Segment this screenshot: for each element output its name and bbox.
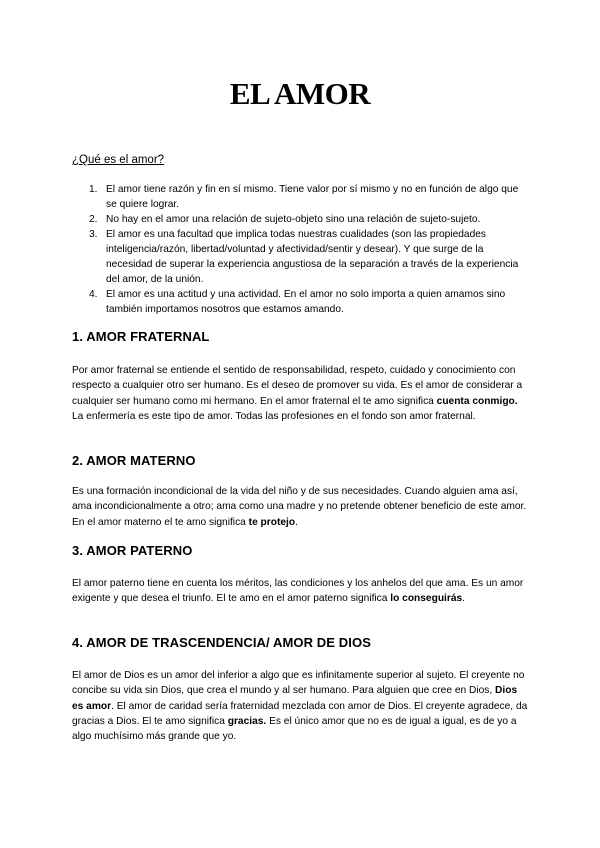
paragraph-text: Por amor fraternal se entiende el sentido de responsabilidad, respeto, cuidado y conocimiento con respecto a cualquier otro ser humano. Es el deseo de promover su vida. Es el amor de considerar a cualquier ser humano como mi hermano. En el amor fraternal el te amo significa — [72, 365, 523, 407]
list-item-text: El amor es una facultad que implica todas nuestras cualidades (son las propiedades inteligencia/razón, libertad/voluntad y afectividad/sentir y desear). Y que surge de la necesidad de superar la experiencia angustiosa de la separación a través de la experiencia del amor, de la unión. — [106, 229, 519, 285]
section-heading-trascendencia: 4. AMOR DE TRASCENDENCIA/ AMOR DE DIOS — [72, 635, 371, 650]
list-item-number: 3. — [89, 229, 98, 240]
list-item-text: El amor es una actitud y una actividad. En el amor no solo importa a quien amamos sino también importamos nosotros que estamos amando. — [106, 289, 506, 315]
paragraph-text: Es el único amor que no es de igual a igual, es de yo a algo muchísimo más grande que yo. — [72, 715, 517, 743]
section-paragraph-fraternal — [72, 363, 528, 424]
paragraph-text: Es una formación incondicional de la vida del niño y de sus necesidades. Cuando alguien ama así, ama incondicionalmente a otro; ama como una madre y no pretende obtener beneficio de este amor. En el amor materno el te amo significa — [72, 486, 527, 528]
list-item — [72, 287, 528, 317]
list-item — [72, 212, 528, 227]
list-item-text: El amor tiene razón y fin en sí mismo. Tiene valor por sí mismo y no en función de algo que se quiere lograr. — [106, 184, 519, 210]
paragraph-text: . El amor de caridad sería fraternidad mezclada con amor de Dios. El creyente agradece, da gracias a Dios. El te amo significa — [72, 700, 528, 727]
page-title: EL AMOR — [229, 76, 371, 111]
paragraph-text: La enfermería es este tipo de amor. Todas las profesiones en el fondo son amor fraternal. — [72, 410, 476, 422]
paragraph-text: El amor paterno tiene en cuenta los méritos, las condiciones y los anhelos del que ama. Es un amor exigente y que desea el triunfo. El te amo en el amor paterno significa — [72, 578, 524, 605]
emphasis-text: Dios es amor — [72, 685, 518, 712]
emphasis-text: te protejo — [248, 516, 296, 528]
paragraph-text: . — [462, 593, 466, 605]
paragraph-text: El amor de Dios es un amor del inferior a algo que es infinitamente superior al sujeto. El creyente no concibe su vida sin Dios, que crea el mundo y al ser humano. Para alguien que cree en Dios, — [72, 670, 525, 697]
section-heading-materno: 2. AMOR MATERNO — [72, 453, 196, 468]
emphasis-text: lo conseguirás — [390, 593, 463, 605]
question-subheading: ¿Qué es el amor? — [72, 154, 165, 166]
list-item — [72, 182, 528, 212]
intro-list — [72, 182, 528, 317]
list-item-number: 1. — [89, 184, 98, 195]
emphasis-text: gracias. — [227, 715, 267, 727]
emphasis-text: cuenta conmigo. — [436, 395, 518, 407]
section-heading-paterno: 3. AMOR PATERNO — [72, 543, 193, 558]
list-item-number: 4. — [89, 289, 98, 300]
section-paragraph-paterno — [72, 576, 528, 607]
list-item-number: 2. — [89, 214, 98, 225]
section-paragraph-materno — [72, 484, 528, 530]
section-paragraph-trascendencia — [72, 668, 528, 744]
section-heading-fraternal: 1. AMOR FRATERNAL — [72, 329, 210, 344]
paragraph-text: . — [295, 516, 298, 528]
list-item — [72, 227, 528, 287]
list-item-text: No hay en el amor una relación de sujeto-objeto sino una relación de sujeto-sujeto. — [106, 214, 481, 225]
